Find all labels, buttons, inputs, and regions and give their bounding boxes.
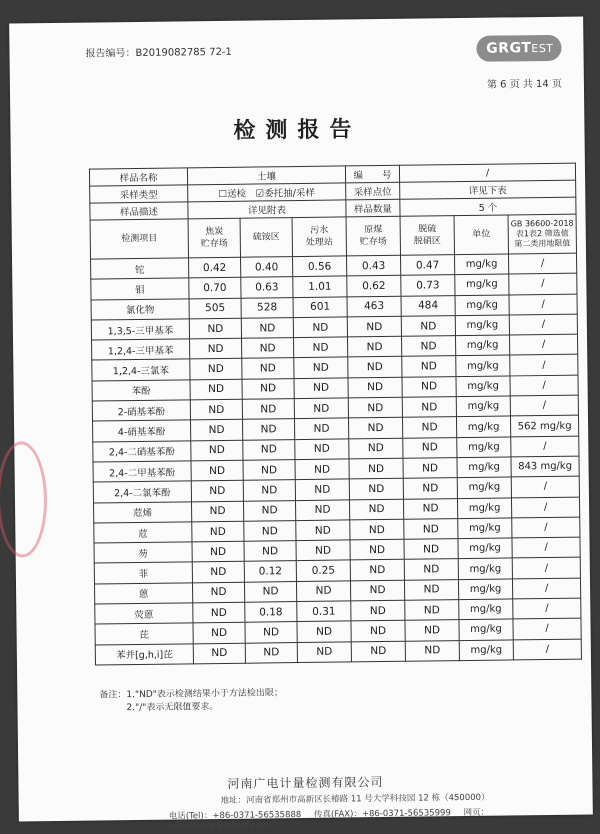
row-unit: mg/kg	[458, 538, 512, 559]
row-value: ND	[404, 518, 458, 539]
report-number-value: B2019082785 72-1	[135, 46, 232, 59]
row-value: ND	[401, 336, 455, 357]
header-coal-storage: 原煤 贮存场	[346, 216, 400, 256]
row-value: ND	[243, 419, 295, 440]
row-standard-limit: /	[510, 355, 578, 376]
row-value: 0.62	[347, 276, 401, 297]
results-table	[89, 163, 582, 666]
header-item: 检测项目	[90, 219, 188, 259]
row-unit: mg/kg	[455, 315, 509, 336]
row-unit: mg/kg	[457, 497, 511, 518]
row-value: ND	[403, 498, 457, 519]
row-value: ND	[351, 600, 405, 621]
row-value: ND	[244, 581, 296, 602]
row-value: ND	[402, 397, 456, 418]
row-unit: mg/kg	[458, 558, 512, 579]
sampling-point-value: 详见下表	[400, 180, 576, 199]
row-value: ND	[404, 539, 458, 560]
row-value: ND	[402, 376, 456, 397]
row-item-name: 2,4-二硝基苯酚	[93, 441, 191, 462]
row-standard-limit: 562 mg/kg	[510, 415, 578, 436]
row-value: 463	[347, 296, 401, 317]
row-value: ND	[351, 641, 405, 662]
row-value: ND	[243, 500, 295, 521]
row-value: ND	[348, 397, 402, 418]
row-item-name: 蒽	[94, 583, 192, 604]
report-number-label: 报告编号：	[85, 47, 136, 60]
row-value: 0.47	[401, 255, 455, 276]
row-value: ND	[294, 378, 348, 399]
row-value: ND	[348, 336, 402, 357]
row-value: 601	[293, 297, 347, 318]
row-unit: mg/kg	[455, 335, 509, 356]
row-value: ND	[193, 623, 245, 644]
row-unit: mg/kg	[457, 477, 511, 498]
row-value: 0.56	[293, 256, 347, 277]
row-value: 0.25	[296, 560, 350, 581]
row-value: ND	[294, 357, 348, 378]
header-ammonium-sulfate: 硫铵区	[240, 218, 292, 258]
row-standard-limit: /	[509, 294, 577, 315]
row-value: ND	[193, 643, 245, 664]
row-value: ND	[349, 499, 403, 520]
row-value: ND	[402, 417, 456, 438]
row-value: ND	[192, 521, 244, 542]
row-value: ND	[404, 559, 458, 580]
row-value: ND	[294, 398, 348, 419]
row-standard-limit: /	[510, 375, 578, 396]
row-value: ND	[295, 439, 349, 460]
quantity-value: 5 个	[400, 197, 576, 216]
description-value: 详见附表	[188, 200, 346, 219]
header-wastewater-station: 污水 处理站	[292, 217, 346, 257]
row-value: ND	[402, 356, 456, 377]
row-value: ND	[243, 480, 295, 501]
header-coke-storage: 焦炭 贮存场	[188, 218, 240, 258]
number-label: 编 号	[345, 165, 399, 183]
number-value: /	[399, 163, 575, 182]
row-standard-limit: 843 mg/kg	[511, 456, 579, 477]
row-value: ND	[295, 479, 349, 500]
row-value: ND	[242, 338, 294, 359]
row-item-name: 苊	[94, 522, 192, 543]
row-item-name: 芘	[95, 623, 193, 644]
row-standard-limit: /	[512, 578, 580, 599]
row-value: 0.31	[297, 601, 351, 622]
row-value: ND	[193, 602, 245, 623]
row-value: ND	[405, 600, 459, 621]
note-line-2: 2."/"表示无限值要求。	[99, 702, 219, 714]
row-value: ND	[348, 418, 402, 439]
row-unit: mg/kg	[455, 254, 509, 275]
row-value: ND	[191, 480, 243, 501]
row-value: ND	[347, 316, 401, 337]
row-standard-limit: /	[512, 517, 580, 538]
row-value: ND	[350, 580, 404, 601]
row-value: ND	[245, 642, 297, 663]
row-standard-limit: /	[512, 558, 580, 579]
row-value: ND	[350, 539, 404, 560]
description-label: 样品描述	[90, 202, 188, 220]
row-value: ND	[192, 582, 244, 603]
row-standard-limit: /	[509, 314, 577, 335]
row-value: ND	[350, 519, 404, 540]
sampling-type-option-delivered: ☐送检	[218, 188, 247, 200]
row-value: ND	[293, 317, 347, 338]
row-item-name: 苊烯	[94, 501, 192, 522]
row-value: ND	[295, 459, 349, 480]
row-item-name: 1,3,5-三甲基苯	[91, 319, 189, 340]
row-item-name: 4-硝基苯酚	[93, 420, 191, 441]
row-unit: mg/kg	[455, 274, 509, 295]
row-value: 0.12	[244, 561, 296, 582]
row-value: ND	[296, 540, 350, 561]
red-seal-mark	[0, 441, 48, 558]
row-unit: mg/kg	[458, 518, 512, 539]
row-value: ND	[403, 478, 457, 499]
row-value: ND	[349, 438, 403, 459]
row-item-name: 荧蒽	[95, 603, 193, 624]
row-standard-limit: /	[513, 598, 581, 619]
row-value: 1.01	[293, 276, 347, 297]
row-standard-limit: /	[511, 436, 579, 457]
row-unit: mg/kg	[456, 396, 510, 417]
row-value: ND	[348, 357, 402, 378]
row-value: ND	[405, 620, 459, 641]
row-value: ND	[190, 338, 242, 359]
row-unit: mg/kg	[459, 640, 513, 661]
row-unit: mg/kg	[455, 295, 509, 316]
row-value: ND	[296, 581, 350, 602]
row-value: ND	[297, 621, 351, 642]
row-unit: mg/kg	[456, 376, 510, 397]
page-indicator: 第 6 页 共 14 页	[486, 78, 562, 91]
row-unit: mg/kg	[456, 355, 510, 376]
row-item-name: 钼	[91, 278, 189, 299]
row-item-name: 铊	[91, 258, 189, 279]
header-desulfurization: 脱硫 脱硝区	[400, 216, 454, 256]
row-item-name: 1,2,4-三氯苯	[92, 359, 190, 380]
row-standard-limit: /	[511, 476, 579, 497]
row-value: ND	[190, 359, 242, 380]
row-value: 0.43	[347, 255, 401, 276]
row-value: ND	[401, 315, 455, 336]
company-name: 河南广电计量检测有限公司	[227, 775, 384, 791]
row-value: ND	[296, 520, 350, 541]
row-value: ND	[242, 399, 294, 420]
row-value: ND	[348, 377, 402, 398]
logo-main-text: GRGT	[486, 40, 532, 57]
row-value: ND	[241, 317, 293, 338]
row-value: 0.73	[401, 275, 455, 296]
company-contact	[169, 804, 593, 831]
row-value: ND	[191, 420, 243, 441]
row-item-name: 2-硝基苯酚	[92, 400, 190, 421]
row-value: 0.63	[241, 277, 293, 298]
row-unit: mg/kg	[457, 457, 511, 478]
row-value: ND	[242, 378, 294, 399]
row-value: ND	[243, 460, 295, 481]
sampling-type-label: 采样类型	[90, 185, 188, 203]
row-value: 484	[401, 295, 455, 316]
row-value: ND	[294, 418, 348, 439]
row-item-name: 菲	[94, 562, 192, 583]
logo-small-text: EST	[531, 41, 554, 56]
row-value: ND	[297, 642, 351, 663]
sample-name-label: 样品名称	[89, 168, 187, 186]
row-value: ND	[404, 579, 458, 600]
row-value: ND	[242, 358, 294, 379]
row-standard-limit: /	[509, 273, 577, 294]
row-value: 0.70	[189, 278, 241, 299]
row-value: ND	[243, 439, 295, 460]
row-standard-limit: /	[509, 334, 577, 355]
row-value: ND	[191, 501, 243, 522]
website: 网页：http://www.grgtest.com	[168, 807, 490, 832]
row-standard-limit: /	[508, 253, 576, 274]
row-value: ND	[189, 318, 241, 339]
row-value: ND	[191, 440, 243, 461]
row-standard-limit: /	[513, 618, 581, 639]
row-item-name: 苯并[g,h,i]芘	[95, 643, 193, 664]
row-value: ND	[351, 621, 405, 642]
row-value: 0.40	[241, 257, 293, 278]
row-standard-limit: /	[510, 395, 578, 416]
row-standard-limit: /	[511, 497, 579, 518]
phone-number: 电话(Tel)：+86-0371-56535888	[168, 810, 302, 822]
row-value: ND	[403, 437, 457, 458]
row-item-name: 苯酚	[92, 380, 190, 401]
row-value: ND	[349, 458, 403, 479]
row-value: ND	[192, 562, 244, 583]
row-value: ND	[405, 640, 459, 661]
row-value: ND	[403, 458, 457, 479]
sampling-type-option-commissioned: ☑委托抽/采样	[255, 187, 315, 200]
row-value: ND	[244, 520, 296, 541]
row-unit: mg/kg	[459, 619, 513, 640]
note-line-1: 备注：1."ND"表示检测结果小于方法检出限；	[99, 688, 283, 701]
row-value: 528	[241, 297, 293, 318]
row-value: ND	[245, 622, 297, 643]
row-value: ND	[192, 541, 244, 562]
notes	[99, 687, 283, 715]
header-unit: 单位	[454, 215, 508, 255]
row-item-name: 2,4-二甲基苯酚	[93, 461, 191, 482]
row-unit: mg/kg	[459, 599, 513, 620]
header-standard-limit: GB 36600-2018 表1表2 筛选值 第二类用地限值	[508, 214, 577, 254]
table-header-row	[90, 214, 576, 259]
page-title: 检测报告	[233, 116, 362, 144]
row-value: ND	[244, 541, 296, 562]
row-value: ND	[190, 399, 242, 420]
sample-name-value: 土壤	[187, 166, 345, 185]
row-value: ND	[191, 460, 243, 481]
row-value: ND	[190, 379, 242, 400]
row-standard-limit: /	[513, 639, 581, 660]
row-value: 0.18	[245, 602, 297, 623]
row-unit: mg/kg	[458, 579, 512, 600]
row-value: ND	[295, 499, 349, 520]
row-value: ND	[349, 479, 403, 500]
sampling-type-value	[188, 183, 346, 202]
row-value: 0.42	[189, 257, 241, 278]
company-address: 地址：河南省郑州市高新区长椿路 11 号大学科技园 12 栋（450000）	[220, 792, 490, 807]
sampling-point-label: 采样点位	[346, 182, 400, 200]
row-value: 505	[189, 298, 241, 319]
fax-number: 传真(FAX)：+86-0371-56535999	[313, 808, 451, 820]
row-item-name: 芴	[94, 542, 192, 563]
report-page	[9, 17, 593, 832]
row-value: ND	[350, 560, 404, 581]
row-value: ND	[294, 337, 348, 358]
row-standard-limit: /	[512, 537, 580, 558]
row-item-name: 1,2,4-三甲基苯	[92, 339, 190, 360]
quantity-label: 样品数量	[346, 199, 400, 217]
row-item-name: 2,4-二氯苯酚	[93, 481, 191, 502]
row-item-name: 氯化物	[91, 298, 189, 319]
grgtest-logo	[476, 35, 562, 62]
report-number	[85, 43, 232, 60]
row-unit: mg/kg	[456, 416, 510, 437]
row-unit: mg/kg	[457, 437, 511, 458]
